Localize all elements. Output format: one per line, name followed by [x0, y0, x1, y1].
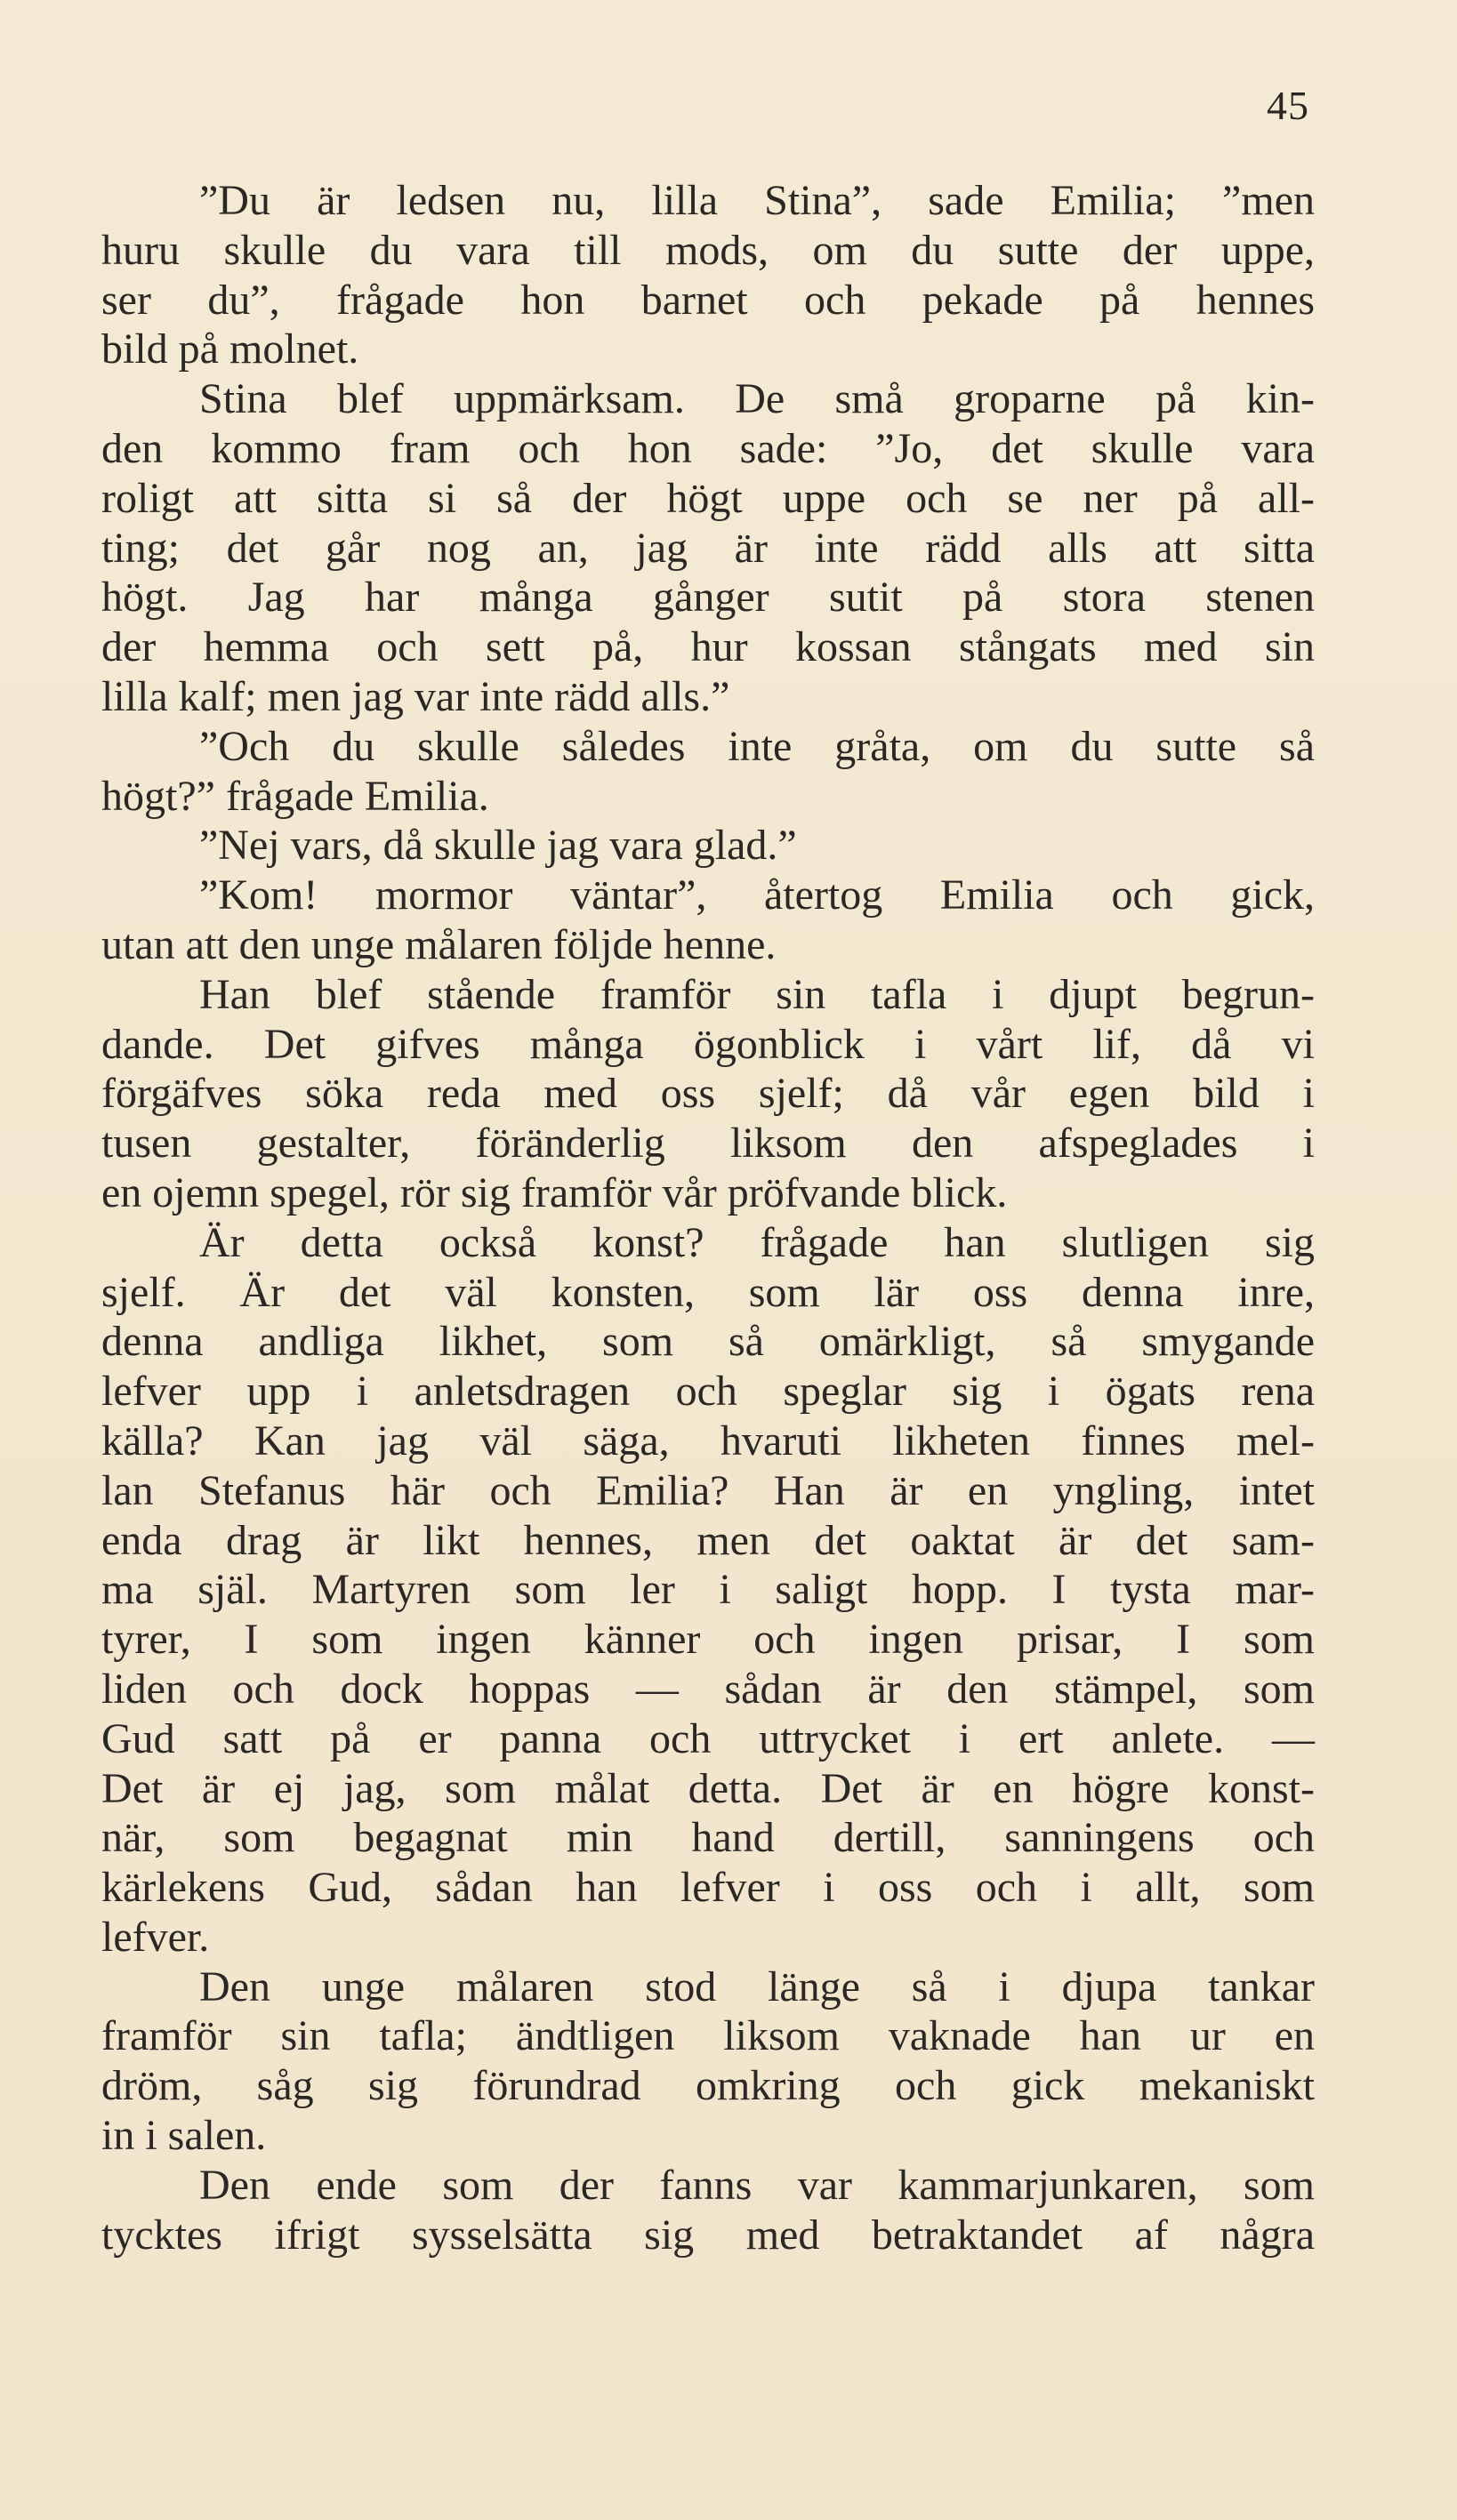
text-line: tusen gestalter, föränderlig liksom den afspeglades i	[101, 1120, 1315, 1168]
text-line: ma själ. Martyren som ler i saligt hopp. I tysta mar-	[101, 1566, 1315, 1614]
text-line: tyrer, I som ingen känner och ingen prisar, I som	[101, 1616, 1315, 1664]
text-line: lilla kalf; men jag var inte rädd alls.”	[101, 672, 730, 720]
text-line: när, som begagnat min hand dertill, sanningens och	[101, 1814, 1315, 1862]
text-line: dröm, såg sig förundrad omkring och gick mekaniskt	[101, 2062, 1315, 2110]
text-line: Han blef stående framför sin tafla i djupt begrun-	[199, 970, 1315, 1018]
text-line: lan Stefanus här och Emilia? Han är en yngling, intet	[101, 1466, 1315, 1514]
text-line: ”Du är ledsen nu, lilla Stina”, sade Emilia; ”men	[199, 177, 1315, 224]
text-line: huru skulle du vara till mods, om du sutte der uppe,	[101, 226, 1315, 274]
text-line: förgäfves söka reda med oss sjelf; då vår egen bild i	[101, 1070, 1315, 1118]
text-line: der hemma och sett på, hur kossan stångats med sin	[101, 623, 1315, 671]
text-line: sjelf. Är det väl konsten, som lär oss denna inre,	[101, 1268, 1315, 1316]
text-line: ”Nej vars, då skulle jag vara glad.”	[199, 822, 797, 870]
text-line: den kommo fram och hon sade: ”Jo, det skulle vara	[101, 424, 1315, 472]
text-line: högt. Jag har många gånger sutit på stora stenen	[101, 574, 1315, 622]
text-line: Det är ej jag, som målat detta. Det är en högre konst-	[101, 1764, 1315, 1812]
text-line: tycktes ifrigt sysselsätta sig med betraktandet af några	[101, 2211, 1315, 2259]
text-line: ser du”, frågade hon barnet och pekade på hennes	[101, 276, 1315, 324]
text-line: högt?” frågade Emilia.	[101, 772, 489, 820]
text-line: ”Och du skulle således inte gråta, om du sutte så	[199, 722, 1315, 770]
text-line: denna andliga likhet, som så omärkligt, så smygande	[101, 1318, 1315, 1366]
text-line: in i salen.	[101, 2112, 267, 2160]
text-line: lefver upp i anletsdragen och speglar sig i ögats rena	[101, 1368, 1315, 1416]
body-text	[101, 176, 1315, 2259]
text-line: dande. Det gifves många ögonblick i vårt lif, då vi	[101, 1020, 1315, 1068]
text-line: bild på molnet.	[101, 325, 359, 373]
text-line: roligt att sitta si så der högt uppe och se ner på all-	[101, 474, 1315, 522]
text-line: källa? Kan jag väl säga, hvaruti likheten finnes mel-	[101, 1416, 1315, 1465]
text-line: liden och dock hoppas — sådan är den stämpel, som	[101, 1665, 1315, 1713]
text-line: Gud satt på er panna och uttrycket i ert anlete. —	[101, 1714, 1315, 1762]
text-line: lefver.	[101, 1913, 210, 1961]
text-line: framför sin tafla; ändtligen liksom vaknade han ur en	[101, 2012, 1315, 2060]
text-line: Stina blef uppmärksam. De små groparne på kin-	[199, 375, 1315, 423]
text-line: enda drag är likt hennes, men det oaktat är det sam-	[101, 1516, 1315, 1564]
text-line: utan att den unge målaren följde henne.	[101, 920, 777, 968]
text-line: Den ende som der fanns var kammarjunkaren, som	[199, 2161, 1315, 2209]
text-line: kärlekens Gud, sådan han lefver i oss och i allt, som	[101, 1864, 1315, 1912]
text-line: en ojemn spegel, rör sig framför vår pröfvande blick.	[101, 1168, 1008, 1216]
text-line: Den unge målaren stod länge så i djupa tankar	[199, 1962, 1315, 2010]
page-number: 45	[1267, 83, 1309, 128]
text-line: ting; det går nog an, jag är inte rädd alls att sitta	[101, 524, 1315, 572]
text-line: Är detta också konst? frågade han slutligen sig	[199, 1218, 1315, 1266]
text-line: ”Kom! mormor väntar”, återtog Emilia och gick,	[199, 871, 1315, 919]
